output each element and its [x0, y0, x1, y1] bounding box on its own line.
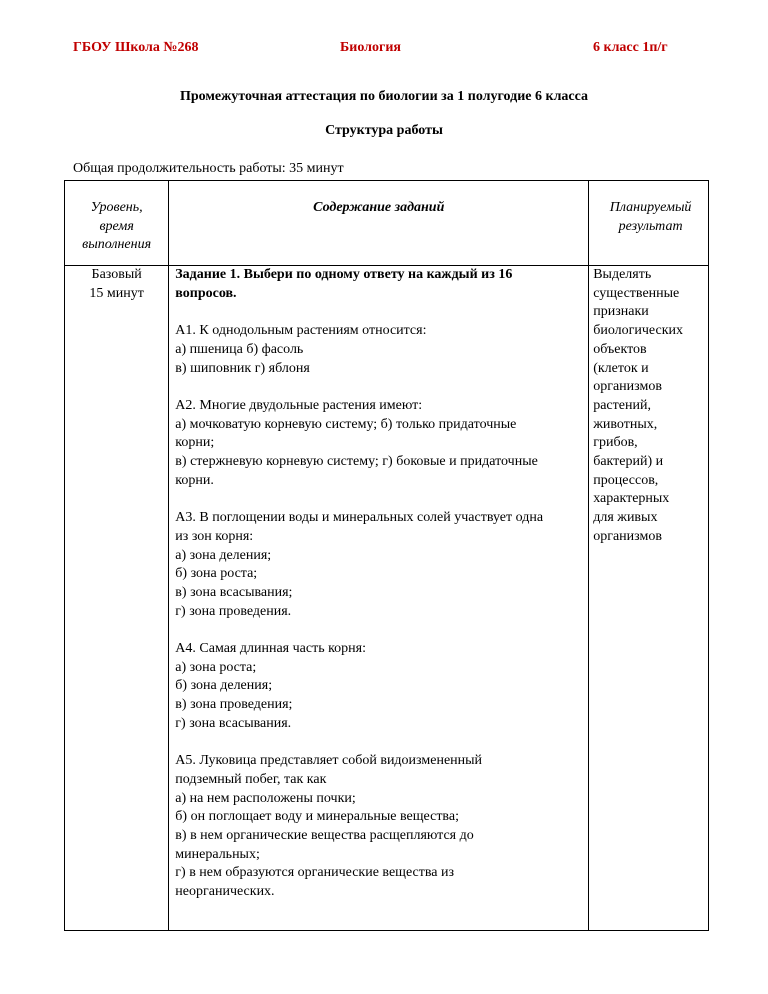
header-result-line: Планируемый	[609, 200, 692, 215]
answer-option: подземный побег, так как	[175, 771, 327, 787]
result-line: бактерий) и	[593, 454, 664, 470]
question-block	[175, 752, 582, 902]
answer-option: а) зона деления;	[175, 547, 272, 563]
structure-table	[64, 180, 709, 931]
level-line: 15 минут	[89, 285, 144, 301]
result-line: биологических	[593, 323, 683, 339]
school-name: ГБОУ Школа №268	[73, 40, 199, 55]
header-result	[589, 181, 709, 266]
answer-option: а) пшеница б) фасоль	[175, 341, 304, 357]
content-cell	[169, 266, 589, 931]
result-line: для живых	[593, 510, 658, 526]
answer-option: а) на нем расположены почки;	[175, 790, 356, 806]
header-content-label: Содержание заданий	[313, 200, 445, 215]
answer-option: б) зона деления;	[175, 678, 273, 694]
question-text: А3. В поглощении воды и минеральных солей участвует одна	[175, 510, 544, 526]
result-line: объектов	[593, 341, 647, 357]
answer-option: неорганических.	[175, 884, 275, 900]
duration-text: Общая продолжительность работы: 35 минут	[73, 161, 344, 176]
answer-option: г) зона проведения.	[175, 603, 292, 619]
question-text: А1. К однодольным растениям относится:	[175, 323, 427, 339]
question-block	[175, 322, 582, 378]
header-level-line: время	[99, 218, 134, 234]
table-header-row	[65, 181, 709, 266]
result-line: Выделять	[593, 267, 652, 282]
result-line: животных,	[593, 416, 658, 432]
result-line: признаки	[593, 304, 649, 320]
result-line: организмов	[593, 528, 662, 544]
answer-option: из зон корня:	[175, 528, 254, 544]
task-title-line: Задание 1. Выбери по одному ответу на каждый из 16	[175, 267, 513, 282]
result-line: организмов	[593, 379, 662, 395]
answer-option: г) зона всасывания.	[175, 715, 292, 731]
document-subtitle: Структура работы	[325, 123, 443, 138]
result-line: грибов,	[593, 435, 638, 451]
header-level-line: Уровень,	[90, 200, 143, 215]
result-line: характерных	[593, 491, 670, 507]
question-text: А5. Луковица представляет собой видоизмененный	[175, 753, 483, 769]
result-cell	[589, 266, 709, 931]
answer-option: б) он поглощает воду и минеральные вещества;	[175, 809, 459, 825]
answer-option: а) мочковатую корневую систему; б) только придаточные	[175, 416, 517, 432]
result-line: существенные	[593, 285, 680, 301]
answer-option: минеральных;	[175, 846, 260, 862]
answer-option: в) в нем органические вещества расщепляются до	[175, 828, 474, 844]
question-block	[175, 397, 582, 491]
grade-label: 6 класс 1п/г	[593, 40, 668, 55]
result-line: растений,	[593, 397, 651, 413]
answer-option: а) зона роста;	[175, 659, 257, 675]
task-title-line: вопросов.	[175, 285, 237, 301]
table-row	[65, 266, 709, 931]
level-line: Базовый	[91, 267, 142, 282]
answer-option: в) зона всасывания;	[175, 584, 293, 600]
answer-option: в) зона проведения;	[175, 697, 293, 713]
result-line: процессов,	[593, 472, 659, 488]
answer-option: корни;	[175, 435, 215, 451]
question-block	[175, 509, 582, 621]
answer-option: корни.	[175, 472, 214, 488]
header-level-line: выполнения	[82, 237, 152, 253]
subject-name: Биология	[340, 40, 401, 55]
header-level	[65, 181, 169, 266]
answer-option: г) в нем образуются органические вещества из	[175, 865, 455, 881]
task-title	[175, 266, 582, 303]
question-text: А2. Многие двудольные растения имеют:	[175, 397, 423, 413]
document-title: Промежуточная аттестация по биологии за 1 полугодие 6 класса	[179, 89, 589, 104]
header-result-line: результат	[618, 218, 683, 234]
answer-option: б) зона роста;	[175, 566, 258, 582]
question-text: А4. Самая длинная часть корня:	[175, 641, 366, 656]
result-line: (клеток и	[593, 360, 649, 376]
question-block	[175, 640, 582, 734]
header-content	[169, 181, 589, 266]
answer-option: в) стержневую корневую систему; г) боковые и придаточные	[175, 454, 538, 469]
level-cell	[65, 266, 169, 931]
answer-option: в) шиповник г) яблоня	[175, 360, 310, 376]
